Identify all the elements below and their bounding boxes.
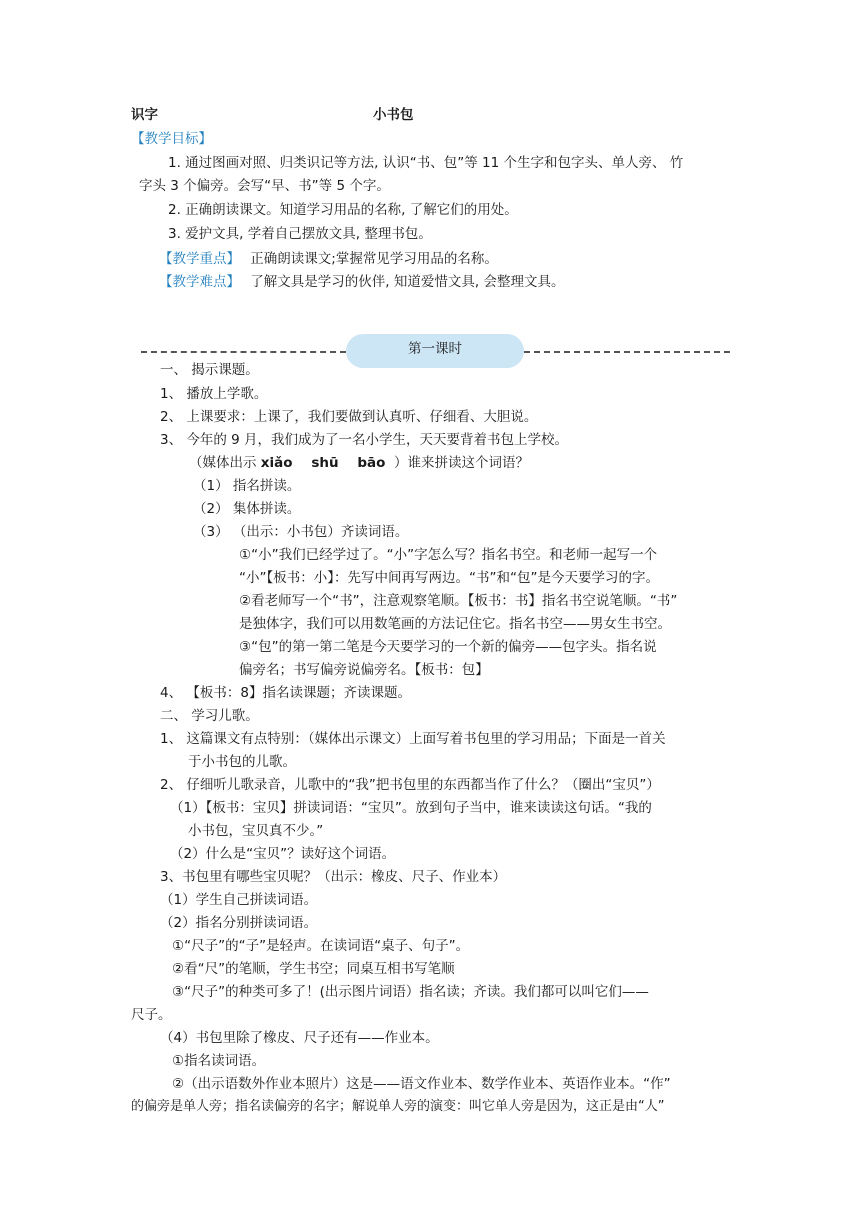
a2-text: 看老师写一个“书”，注意观察笔顺。【板书：书】指名书空说笔顺。“书”: [251, 593, 678, 609]
lesson-title: 小书包: [373, 107, 414, 123]
objective-3: 3. 爱护文具, 学着自己摆放文具, 整理书包。: [168, 226, 432, 242]
circled-3: ③: [239, 639, 252, 655]
step-a3-line-2: 偏旁名；书写偏旁说偏旁名。【板书：包】: [239, 662, 489, 678]
part-2-t2-line-2: 的偏旁是单人旁；指名读偏旁的名字；解说单人旁的演变：叫它单人旁是因为，这正是由“人”: [131, 1099, 665, 1114]
objective-1-line-2: 字头 3 个偏旁。会写“早、书”等 5 个字。: [139, 178, 390, 194]
part-2-item-1-line-1: 1、 这篇课文有点特别：（媒体出示课文）上面写着书包里的学习用品；下面是一首关: [160, 731, 666, 747]
part-1-heading: 一、 揭示课题。: [160, 362, 259, 378]
sub-step-3: （3） （出示：小书包）齐读词语。: [193, 524, 409, 540]
subject-label: 识字: [131, 107, 158, 123]
circled-r3: ③: [172, 984, 185, 1000]
part-2-q1: （1）学生自己拼读词语。: [160, 892, 318, 908]
part-2-r1: [172, 937, 469, 955]
t1-text: 指名读词语。: [184, 1053, 266, 1069]
step-a1-line-1: [239, 546, 657, 564]
part-2-t2-line-1: [172, 1075, 671, 1093]
r3-text: “尺子”的种类可多了！(出示图片词语）指名读；齐读。我们都可以叫它们——: [184, 984, 649, 1000]
divider-left: [141, 351, 346, 353]
media-pinyin-line: [189, 454, 529, 472]
part-2-t1: [172, 1052, 265, 1070]
circled-t2: ②: [172, 1076, 185, 1092]
part-2-heading: 二、 学习儿歌。: [160, 708, 259, 724]
part-1-item-3: 3、 今年的 9 月，我们成为了一名小学生，天天要背着书包上学校。: [160, 432, 569, 448]
t2-text: （出示语数外作业本照片）这是——语文作业本、数学作业本、英语作业本。“作”: [184, 1076, 671, 1092]
objectives-heading: 【教学目标】: [131, 131, 212, 147]
part-1-item-1: 1、 播放上学歌。: [160, 386, 268, 402]
divider-right: [524, 351, 730, 353]
objective-1-line-1: 1. 通过图画对照、归类识记等方法, 认识“书、包”等 11 个生字和包字头、单人旁、 竹: [168, 155, 684, 171]
section-pill-first-period: 第一课时: [346, 334, 524, 368]
key-point-text: 正确朗读课文;掌握常见学习用品的名称。: [250, 251, 498, 267]
key-point-label: 【教学重点】: [159, 251, 240, 267]
objective-2: 2. 正确朗读课文。知道学习用品的名称, 了解它们的用处。: [168, 202, 518, 218]
circled-2: ②: [239, 593, 252, 609]
part-2-item-3: 3、书包里有哪些宝贝呢？（出示：橡皮、尺子、作业本）: [160, 869, 507, 885]
difficult-point: [159, 273, 564, 291]
media-post: ）谁来拼读这个词语？: [385, 455, 530, 471]
part-2-sub-1-line-2: 小书包，宝贝真不少。”: [188, 823, 324, 839]
circled-r2: ②: [172, 961, 185, 977]
sub-step-2: （2） 集体拼读。: [193, 501, 301, 517]
part-1-item-2: 2、 上课要求：上课了，我们要做到认真听、仔细看、大胆说。: [160, 409, 538, 425]
part-2-r3-line-1: [172, 983, 649, 1001]
part-1-item-4: 4、 【板书：8】指名读课题；齐读课题。: [160, 685, 411, 701]
part-2-item-2: 2、 仔细听儿歌录音，儿歌中的“我”把书包里的东西都当作了什么？（圈出“宝贝”）: [160, 777, 660, 793]
key-point: [159, 250, 498, 268]
sub-step-1: （1） 指名拼读。: [193, 478, 301, 494]
part-2-r2: [172, 960, 455, 978]
difficult-point-text: 了解文具是学习的伙伴, 知道爱惜文具, 会整理文具。: [250, 274, 565, 290]
part-2-sub-1-line-1: （1）【板书：宝贝】拼读词语：“宝贝”。放到句子当中，谁来读读这句话。“我的: [170, 800, 652, 816]
circled-1: ①: [239, 547, 252, 563]
step-a3-line-1: [239, 638, 657, 656]
r2-text: 看“尺”的笔顺，学生书空；同桌互相书写笔顺: [184, 961, 455, 977]
part-2-q2: （2）指名分别拼读词语。: [160, 915, 318, 931]
media-pre: （媒体出示: [189, 455, 261, 471]
step-a1-line-2: “小”【板书：小】：先写中间再写两边。“书”和“包”是今天要学习的字。: [239, 570, 659, 586]
pinyin-text: xiǎo shū bāo: [260, 455, 386, 471]
step-a2-line-2: 是独体字，我们可以用数笔画的方法记住它。指名书空——男女生书空。: [239, 616, 671, 632]
part-2-item-1-line-2: 于小书包的儿歌。: [188, 754, 296, 770]
r1-text: “尺子”的“子”是轻声。在读词语“桌子、句子”。: [184, 938, 470, 954]
part-2-sub-2: （2）什么是“宝贝”？读好这个词语。: [170, 846, 396, 862]
part-2-r3-line-2: 尺子。: [131, 1007, 172, 1023]
circled-t1: ①: [172, 1053, 185, 1069]
a3-text: “包”的第一第二笔是今天要学习的一个新的偏旁——包字头。指名说: [251, 639, 657, 655]
step-a2-line-1: [239, 592, 677, 610]
circled-r1: ①: [172, 938, 185, 954]
part-2-q4: （4）书包里除了橡皮、尺子还有——作业本。: [160, 1030, 439, 1046]
difficult-point-label: 【教学难点】: [159, 274, 240, 290]
a1-text: “小”我们已经学过了。“小”字怎么写？指名书空。和老师一起写一个: [251, 547, 658, 563]
